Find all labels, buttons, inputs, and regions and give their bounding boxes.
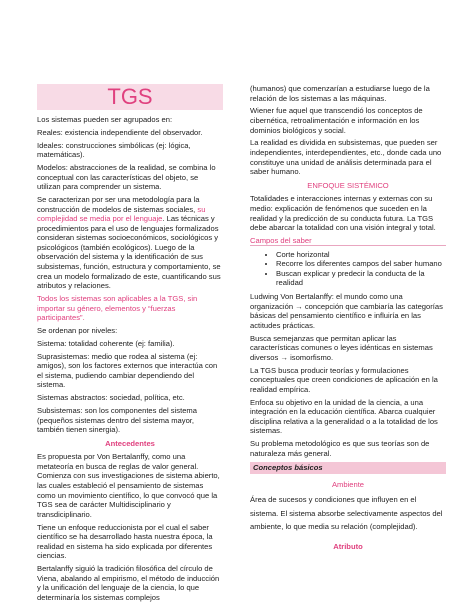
highlight-paragraph: Todos los sistemas son aplicables a la TGS, sin importar su género, elementos y “fuerzas participantes”. [37,294,198,323]
paragraph: Modelos: abstracciones de la realidad, se combina lo conceptual con las características del objeto, se utilizan para comprender un sistema. [37,162,216,192]
paragraph: Su problema metodológico es que sus teorías son de naturaleza más general. [250,439,430,458]
concepts-band: Conceptos básicos [250,462,446,474]
paragraph: La realidad es dividida en subsistemas, que pueden ser independientes, interdependientes, etc., donde cada uno constituye una unidad de análisis determinada para el saber humano. [250,138,442,177]
paragraph: Enfoca su objetivo en la unidad de la ciencia, a una integración en la educación científica. Abarca cualquier disciplina relativa a la generalidad o a la totalidad de los sistemas. [250,397,438,436]
paragraph: Busca semejanzas que permitan aplicar las características comunes o leyes idénticas en sistemas diversos → isomorfismo. [250,333,433,362]
ambiente-block [250,493,446,533]
paragraph: Los sistemas pueden ser agrupados en: [37,115,173,124]
bullet-list [250,250,446,288]
list-item: • Recorre los diferentes campos del saber humano [276,259,446,269]
highlight-text: su complejidad se media por el lenguaje [37,204,206,224]
subheading: Campos del saber [250,236,446,247]
list-item: • Corte horizontal [276,250,446,260]
paragraph: Se ordenan por niveles: [37,326,118,335]
paragraph: Wiener fue aquel que transcendió los conceptos de cibernética, retroalimentación e información en los dominios biológicos y social. [250,106,423,135]
paragraph: Sistemas abstractos: sociedad, política, etc. [37,393,185,403]
paragraph: Subsistemas: son los componentes del sistema (pequeños sistemas dentro del sistema mayor, también tienen sinergia). [37,405,197,435]
paragraph: Reales: existencia independiente del observador. [37,127,203,137]
paragraph: Totalidades e interacciones internas y externas con su medio: explicación de fenómenos que suceden en la realidad y la predicción de su conducta futura. La TGS debe abarcar la totalidad con una visión integral y total. [250,194,436,233]
title-band [37,84,223,110]
list-item: • Buscan explicar y predecir la conducta de la realidad [276,269,446,288]
paragraph: Ideales: construcciones simbólicas (ej: lógica, matemáticas). [37,140,191,160]
paragraph [37,195,223,291]
text: Se caracterizan por ser una metodología para la construcción de modelos de sistemas sociales, [37,194,200,214]
right-column [250,84,446,555]
page-title: TGS [107,84,153,109]
paragraph: Área de sucesos y condiciones que influyen en el sistema. El sistema absorbe selectivamente aspectos del ambiente, lo que media su relación (complejidad). [250,495,443,532]
paragraph: Ludwing Von Bertalanffy: el mundo como una organización → concepción que cambiaría las categorías básicas del pensamiento científico e influiría en las actitudes prácticas. [250,292,443,330]
section-heading: Atributo [333,541,363,551]
section-heading: ENFOQUE SISTÉMICO [307,180,389,190]
paragraph: La TGS busca producir teorías y formulaciones conceptuales que creen condiciones de aplicación en la realidad empírica. [250,365,438,394]
left-column [37,115,223,606]
paragraph: Tiene un enfoque reduccionista por el cual el saber científico se ha desarrollado hasta nuestra época, la realidad en sistema ha sido explicada por diferentes ciencias. [37,522,213,561]
paragraph: Bertalanffy siguió la tradición filosófica del círculo de Viena, abalando al empirismo, el método de inducción y la unificación del lenguaje de la ciencia, lo que determinaría los sistemas complejos [37,564,220,602]
paragraph: (humanos) que comenzarían a estudiarse luego de la relación de los sistemas a las máquinas. [250,84,430,103]
paragraph: Sistema: totalidad coherente (ej: familia). [37,338,175,348]
text: . Las técnicas y procedimientos para el uso de lenguajes formalizados consideran sistemas socioeconómicos, sociológicos y psicológicos (también ecológicos). Luego de la observación del sistema y la identificación de sus subsistemas, función, estructura y comportamiento, se crea un modelo formalizado de este, cuantificando sus atributos y relaciones. [37,214,221,291]
section-heading: Antecedentes [105,438,155,448]
section-heading: Ambiente [331,479,365,489]
paragraph: Suprasistemas: medio que rodea al sistema (ej: amigos), son los factores externos que interactúa con el sistema, pudiendo cambiar dependiendo del sistema. [37,351,218,390]
paragraph: Es propuesta por Von Bertalanffy, como una metateoría en busca de reglas de valor general. Comienza con sus investigaciones de sistema abierto, las cuales estableció el pensamiento de sistemas como un movimiento científico, lo que convocó que la TGS sea de carácter Multidisciplinario y transdiciplinario. [37,452,220,519]
